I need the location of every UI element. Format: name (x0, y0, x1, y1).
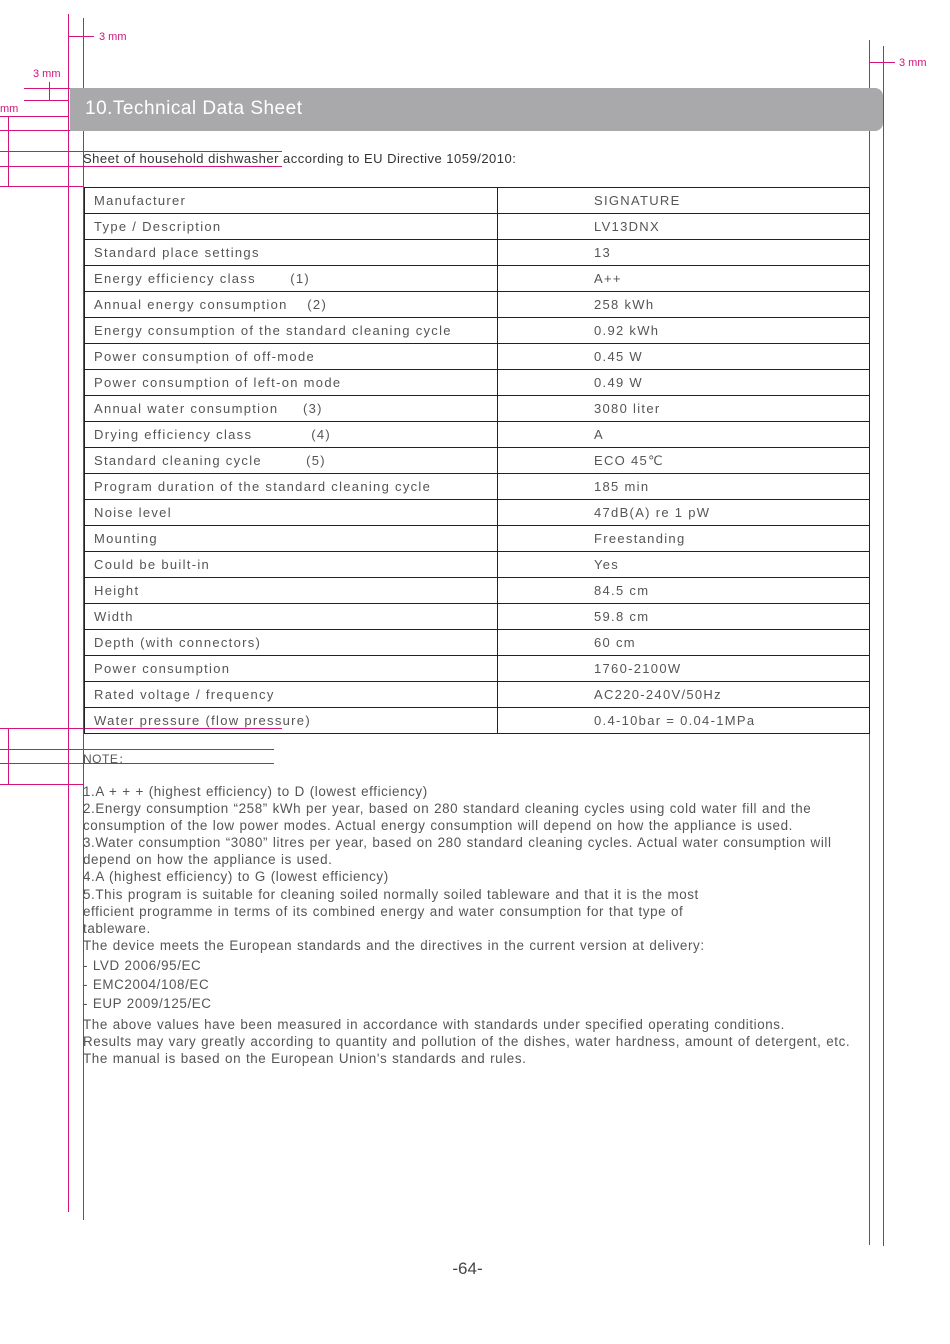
spec-value: Yes (498, 552, 870, 578)
note-label: NOTE： (83, 752, 131, 766)
spec-row (85, 526, 870, 552)
crop-mark-edge-tick (0, 116, 68, 117)
spec-value: 60 cm (498, 630, 870, 656)
spec-value: 0.92 kWh (498, 318, 870, 344)
crop-label-edge: mm (0, 103, 19, 115)
note-line: 2.Energy consumption “258” kWh per year, based on 280 standard cleaning cycles using cold water fill and the consumption of the low power modes. Actual energy consumption will depend on how the appliance is used. (83, 801, 812, 833)
spec-label: Type / Description (85, 214, 498, 240)
spec-label: Noise level (85, 500, 498, 526)
crop-mark-vertical-left-short (49, 82, 50, 100)
crop-mark-vertical-outer (68, 14, 69, 1212)
intro-text: Sheet of household dishwasher according to EU Directive 1059/2010: (83, 151, 517, 166)
spec-row (85, 604, 870, 630)
spec-label: Water pressure (flow pressure) (85, 708, 498, 734)
spec-value: 0.49 W (498, 370, 870, 396)
note-line: - LVD 2006/95/EC (83, 958, 202, 973)
crop-mark-edge-tick-5 (0, 186, 84, 187)
spec-label: Rated voltage / frequency (85, 682, 498, 708)
spec-label: Height (85, 578, 498, 604)
spec-row (85, 266, 870, 292)
spec-label: Power consumption of off-mode (85, 344, 498, 370)
spec-value: A++ (498, 266, 870, 292)
page-number: -64- (452, 1259, 483, 1278)
spec-row (85, 500, 870, 526)
spec-row (85, 344, 870, 370)
spec-label: Manufacturer (85, 188, 498, 214)
spec-value: SIGNATURE (498, 188, 870, 214)
spec-row (85, 396, 870, 422)
crop-mark-left-tick-2 (24, 100, 68, 101)
spec-row (85, 682, 870, 708)
spec-label: Mounting (85, 526, 498, 552)
spec-value: AC220-240V/50Hz (498, 682, 870, 708)
spec-value: 13 (498, 240, 870, 266)
crop-label-left: 3 mm (33, 68, 61, 80)
crop-mark-vertical-right-inner (883, 46, 884, 1246)
spec-label: Program duration of the standard cleaning cycle (85, 474, 498, 500)
spec-label: Power consumption (85, 656, 498, 682)
spec-label: Energy consumption of the standard cleaning cycle (85, 318, 498, 344)
spec-label: Drying efficiency class (4) (85, 422, 498, 448)
spec-value: 47dB(A) re 1 pW (498, 500, 870, 526)
crop-label-right: 3 mm (899, 57, 927, 69)
spec-value: 0.45 W (498, 344, 870, 370)
spec-value: ECO 45℃ (498, 448, 870, 474)
crop-mark-right-tick (869, 62, 895, 63)
note-line: 3.Water consumption “3080” litres per year, based on 280 standard cleaning cycles. Actual water consumption will depend on how the appliance is used. (83, 835, 832, 867)
spec-row (85, 656, 870, 682)
note-line: The above values have been measured in accordance with standards under specified operating conditions. (83, 1017, 785, 1032)
note-line: - EUP 2009/125/EC (83, 996, 212, 1011)
spec-value: 185 min (498, 474, 870, 500)
spec-row (85, 240, 870, 266)
spec-row (85, 474, 870, 500)
note-line: 4.A (highest efficiency) to G (lowest efficiency) (83, 869, 389, 884)
spec-row (85, 292, 870, 318)
spec-value: 1760-2100W (498, 656, 870, 682)
spec-row (85, 578, 870, 604)
spec-row (85, 630, 870, 656)
spec-label: Power consumption of left-on mode (85, 370, 498, 396)
crop-mark-vertical-edge-lower (8, 728, 9, 784)
spec-label: Width (85, 604, 498, 630)
spec-row (85, 422, 870, 448)
spec-value: A (498, 422, 870, 448)
spec-value: 59.8 cm (498, 604, 870, 630)
notes-section (83, 783, 873, 1067)
note-line: The manual is based on the European Union's standards and rules. (83, 1051, 527, 1066)
spec-value: LV13DNX (498, 214, 870, 240)
note-line: 1.A + + + (highest efficiency) to D (lowest efficiency) (83, 784, 428, 799)
spec-value: 258 kWh (498, 292, 870, 318)
spec-value: 0.4-10bar = 0.04-1MPa (498, 708, 870, 734)
spec-label: Energy efficiency class (1) (85, 266, 498, 292)
spec-row (85, 188, 870, 214)
spec-row (85, 370, 870, 396)
spec-row (85, 552, 870, 578)
spec-value: 3080 liter (498, 396, 870, 422)
technical-data-table (84, 187, 870, 734)
crop-mark-edge-tick-4 (0, 166, 282, 167)
note-line: Results may vary greatly according to quantity and pollution of the dishes, water hardness, amount of detergent, etc. (83, 1034, 851, 1049)
section-title: 10.Technical Data Sheet (85, 98, 303, 119)
crop-mark-edge-tick-9 (0, 784, 84, 785)
spec-row (85, 708, 870, 734)
crop-mark-top-tick (68, 36, 94, 37)
spec-label: Annual energy consumption (2) (85, 292, 498, 318)
spec-value: 84.5 cm (498, 578, 870, 604)
spec-label: Annual water consumption (3) (85, 396, 498, 422)
note-line: - EMC2004/108/EC (83, 977, 210, 992)
spec-value: Freestanding (498, 526, 870, 552)
spec-label: Standard cleaning cycle (5) (85, 448, 498, 474)
crop-label-top: 3 mm (99, 31, 127, 43)
spec-label: Depth (with connectors) (85, 630, 498, 656)
spec-row (85, 318, 870, 344)
note-line: 5.This program is suitable for cleaning soiled normally soiled tableware and that it is the most efficient programme in terms of its combined energy and water consumption for that type of tableware. (83, 887, 699, 936)
note-line: The device meets the European standards and the directives in the current version at delivery: (83, 938, 705, 953)
spec-row (85, 214, 870, 240)
crop-mark-edge-tick-7 (0, 749, 274, 750)
crop-mark-edge-tick-8 (0, 763, 274, 764)
spec-label: Could be built-in (85, 552, 498, 578)
technical-data-table-body (85, 188, 870, 734)
spec-row (85, 448, 870, 474)
spec-label: Standard place settings (85, 240, 498, 266)
